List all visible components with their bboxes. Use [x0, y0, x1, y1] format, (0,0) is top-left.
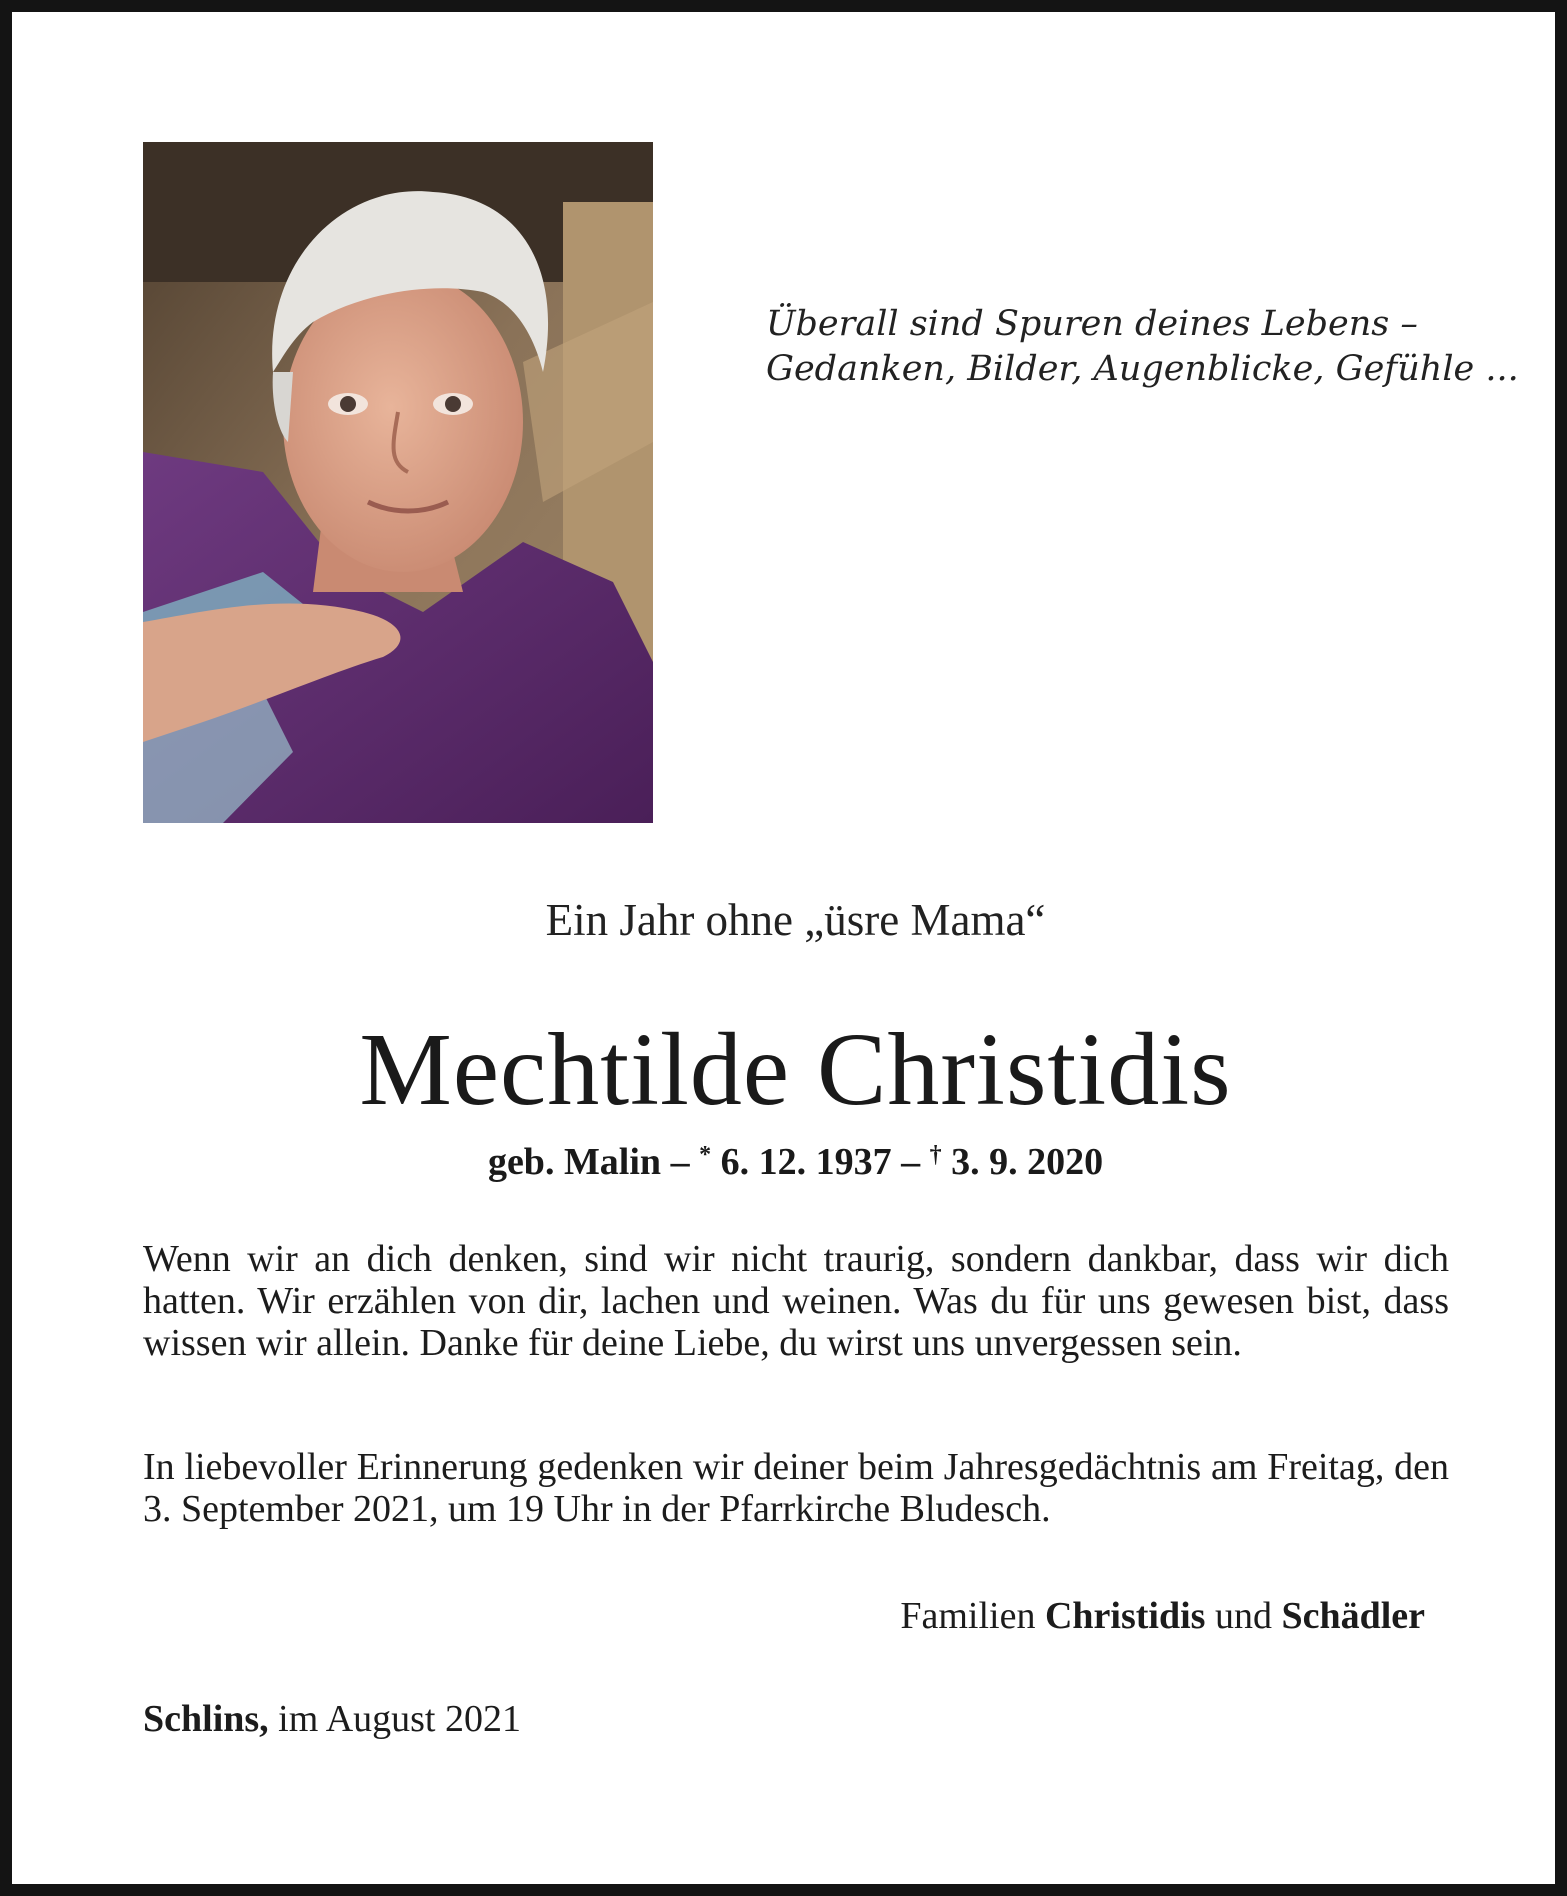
- birth-star-symbol: *: [699, 1142, 712, 1168]
- life-dates: [12, 1130, 1567, 1187]
- signature-family-1: Christidis: [1044, 1595, 1206, 1637]
- memorial-paragraph-2: In liebevoller Erinnerung gedenken wir deiner beim Jahresgedächtnis am Freitag, den 3. September 2021, um 19 Uhr in der Pfarrkirche Bludesch.: [143, 1446, 1449, 1530]
- portrait-photo: [143, 142, 653, 823]
- signature-prefix: Familien: [900, 1595, 1045, 1637]
- memorial-quote: [766, 302, 1519, 392]
- dates-separator-2: –: [891, 1141, 930, 1183]
- place-date: im August 2021: [268, 1698, 521, 1740]
- place-city: Schlins,: [143, 1698, 269, 1740]
- quote-line-2: Gedanken, Bilder, Augenblicke, Gefühle ...: [766, 349, 1519, 389]
- quote-line-1: Überall sind Spuren deines Lebens –: [766, 304, 1418, 344]
- anniversary-subtitle: Ein Jahr ohne „üsre Mama“: [545, 895, 1046, 945]
- birth-date: 6. 12. 1937: [711, 1141, 892, 1183]
- portrait-illustration: [143, 142, 653, 823]
- memorial-paragraph-1: Wenn wir an dich denken, sind wir nicht traurig, sondern dankbar, dass wir dich hatten. Wir erzählen von dir, lachen und weinen. Was du für uns gewesen bist, dass wissen wir allein. Danke für deine Liebe, du wirst uns unvergessen sein.: [143, 1238, 1449, 1364]
- death-date: 3. 9. 2020: [941, 1141, 1104, 1183]
- family-signature: [900, 1592, 1425, 1640]
- death-cross-symbol: †: [929, 1142, 942, 1168]
- place-and-date: [143, 1695, 521, 1743]
- signature-connector: und: [1205, 1595, 1282, 1637]
- dates-separator-1: –: [661, 1141, 700, 1183]
- birth-name: geb. Malin: [487, 1141, 662, 1183]
- deceased-name: Mechtilde Christidis: [359, 1012, 1232, 1127]
- signature-family-2: Schädler: [1281, 1595, 1425, 1637]
